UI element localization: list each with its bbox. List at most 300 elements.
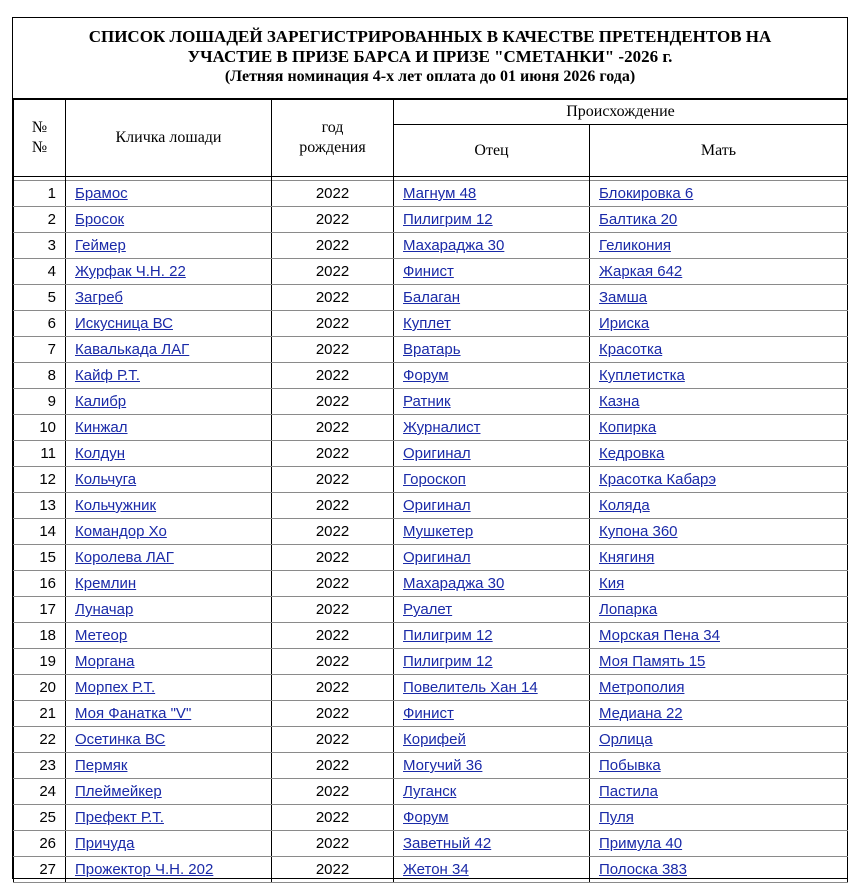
sire-cell — [394, 285, 590, 311]
horse-name-link[interactable]: Кольчужник — [75, 497, 157, 514]
sire-link[interactable]: Заветный 42 — [403, 835, 492, 852]
horse-name-link[interactable]: Королева ЛАГ — [75, 549, 174, 566]
sire-cell — [394, 571, 590, 597]
sire-link[interactable]: Махараджа 30 — [403, 237, 505, 254]
horse-name-link[interactable]: Причуда — [75, 835, 135, 852]
title-line-3: (Летняя номинация 4-х лет оплата до 01 июня 2026 года) — [224, 68, 636, 85]
row-number — [14, 337, 66, 363]
dam-link[interactable]: Коляда — [599, 497, 650, 514]
sire-cell — [394, 519, 590, 545]
horse-name-link[interactable]: Геймер — [75, 237, 126, 254]
sire-link[interactable]: Оригинал — [403, 445, 471, 462]
table-body — [14, 181, 848, 883]
birth-year-text: 2022 — [315, 731, 350, 748]
table-row — [14, 727, 848, 753]
sire-cell — [394, 675, 590, 701]
dam-link[interactable]: Побывка — [599, 757, 661, 774]
birth-year-cell — [272, 441, 394, 467]
birth-year-cell — [272, 207, 394, 233]
sire-cell — [394, 181, 590, 207]
horse-name-link[interactable]: Луначар — [75, 601, 134, 618]
dam-cell — [590, 493, 848, 519]
sire-cell — [394, 259, 590, 285]
dam-link[interactable]: Жаркая 642 — [599, 263, 683, 280]
sire-cell — [394, 363, 590, 389]
dam-link[interactable]: Замша — [599, 289, 648, 306]
dam-link[interactable]: Геликония — [599, 237, 671, 254]
dam-link[interactable]: Купона 360 — [599, 523, 678, 540]
row-number — [14, 285, 66, 311]
sire-cell — [394, 753, 590, 779]
dam-link[interactable]: Лопарка — [599, 601, 658, 618]
birth-year-cell — [272, 649, 394, 675]
document-title — [13, 18, 847, 99]
horse-name-link[interactable]: Бросок — [75, 211, 125, 228]
table-row — [14, 181, 848, 207]
table-row — [14, 857, 848, 883]
birth-year-text: 2022 — [315, 237, 350, 254]
table-row — [14, 285, 848, 311]
birth-year-cell — [272, 519, 394, 545]
dam-link[interactable]: Казна — [599, 393, 640, 410]
birth-year-text: 2022 — [315, 185, 350, 202]
table-row — [14, 467, 848, 493]
sire-cell — [394, 805, 590, 831]
horse-name-link[interactable]: Осетинка ВС — [75, 731, 166, 748]
dam-link[interactable]: Княгиня — [599, 549, 655, 566]
row-number — [14, 701, 66, 727]
dam-cell — [590, 207, 848, 233]
birth-year-cell — [272, 701, 394, 727]
horse-name-cell — [66, 207, 272, 233]
birth-year-text: 2022 — [315, 653, 350, 670]
sire-link[interactable]: Вратарь — [403, 341, 461, 358]
table-row — [14, 363, 848, 389]
birth-year-text: 2022 — [315, 705, 350, 722]
sire-link[interactable]: Оригинал — [403, 549, 471, 566]
horse-name-cell — [66, 701, 272, 727]
dam-cell — [590, 233, 848, 259]
row-number-text: 19 — [39, 653, 56, 670]
birth-year-cell — [272, 805, 394, 831]
sire-link[interactable]: Журналист — [403, 419, 481, 436]
header-number — [14, 100, 66, 177]
registration-sheet — [12, 17, 848, 879]
horse-name-link[interactable]: Кольчуга — [75, 471, 137, 488]
dam-cell — [590, 363, 848, 389]
sire-link[interactable]: Ратник — [403, 393, 451, 410]
dam-cell — [590, 415, 848, 441]
sire-link[interactable]: Куплет — [403, 315, 451, 332]
table-row — [14, 233, 848, 259]
birth-year-cell — [272, 831, 394, 857]
sire-link[interactable]: Корифей — [403, 731, 466, 748]
row-number-text: 18 — [39, 627, 56, 644]
sire-link[interactable]: Пилигрим 12 — [403, 653, 493, 670]
row-number-text: 9 — [47, 393, 56, 410]
dam-cell — [590, 467, 848, 493]
table-row — [14, 805, 848, 831]
row-number — [14, 623, 66, 649]
row-number — [14, 753, 66, 779]
birth-year-text: 2022 — [315, 783, 350, 800]
table-row — [14, 675, 848, 701]
birth-year-cell — [272, 337, 394, 363]
sire-cell — [394, 779, 590, 805]
dam-cell — [590, 259, 848, 285]
dam-cell — [590, 441, 848, 467]
birth-year-text: 2022 — [315, 341, 350, 358]
row-number-text: 20 — [39, 679, 56, 696]
sire-cell — [394, 467, 590, 493]
dam-link[interactable]: Моя Память 15 — [599, 653, 706, 670]
sire-link[interactable]: Магнум 48 — [403, 185, 477, 202]
row-number-text: 6 — [47, 315, 56, 332]
dam-link[interactable]: Морская Пена 34 — [599, 627, 720, 644]
horse-name-cell — [66, 415, 272, 441]
sire-cell — [394, 831, 590, 857]
sire-cell — [394, 493, 590, 519]
horse-name-link[interactable]: Прожектор Ч.Н. 202 — [75, 861, 214, 878]
dam-cell — [590, 571, 848, 597]
table-row — [14, 597, 848, 623]
birth-year-text: 2022 — [315, 575, 350, 592]
horse-name-link[interactable]: Кайф Р.Т. — [75, 367, 140, 384]
sire-link[interactable]: Мушкетер — [403, 523, 474, 540]
sire-cell — [394, 233, 590, 259]
horse-name-link[interactable]: Морпех Р.Т. — [75, 679, 156, 696]
horse-name-cell — [66, 805, 272, 831]
table-row — [14, 831, 848, 857]
sire-cell — [394, 337, 590, 363]
birth-year-text: 2022 — [315, 263, 350, 280]
birth-year-cell — [272, 363, 394, 389]
dam-link[interactable]: Пуля — [599, 809, 634, 826]
table-row — [14, 493, 848, 519]
table-row — [14, 753, 848, 779]
birth-year-text: 2022 — [315, 679, 350, 696]
sire-link[interactable]: Руалет — [403, 601, 453, 618]
birth-year-cell — [272, 727, 394, 753]
birth-year-cell — [272, 857, 394, 883]
row-number — [14, 545, 66, 571]
horse-name-cell — [66, 233, 272, 259]
row-number — [14, 207, 66, 233]
dam-cell — [590, 337, 848, 363]
dam-link[interactable]: Полоска 383 — [599, 861, 687, 878]
birth-year-text: 2022 — [315, 367, 350, 384]
birth-year-cell — [272, 571, 394, 597]
birth-year-cell — [272, 545, 394, 571]
sire-cell — [394, 623, 590, 649]
sire-link[interactable]: Оригинал — [403, 497, 471, 514]
horse-name-cell — [66, 181, 272, 207]
row-number-text: 7 — [47, 341, 56, 358]
birth-year-cell — [272, 181, 394, 207]
horse-name-link[interactable]: Брамос — [75, 185, 128, 202]
dam-link[interactable]: Медиана 22 — [599, 705, 683, 722]
birth-year-cell — [272, 493, 394, 519]
dam-cell — [590, 311, 848, 337]
dam-cell — [590, 831, 848, 857]
row-number — [14, 311, 66, 337]
birth-year-text: 2022 — [315, 393, 350, 410]
row-number-text: 5 — [47, 289, 56, 306]
dam-cell — [590, 519, 848, 545]
row-number-text: 3 — [47, 237, 56, 254]
horse-name-cell — [66, 857, 272, 883]
header-dam: Мать — [590, 125, 848, 177]
header-year-line-2: рождения — [299, 139, 366, 156]
horse-name-link[interactable]: Пермяк — [75, 757, 128, 774]
horse-name-link[interactable]: Моргана — [75, 653, 135, 670]
horse-name-link[interactable]: Метеор — [75, 627, 128, 644]
header-number-line-2: № — [31, 139, 48, 156]
sire-cell — [394, 207, 590, 233]
table-row — [14, 389, 848, 415]
horse-name-link[interactable]: Журфак Ч.Н. 22 — [75, 263, 186, 280]
horse-name-cell — [66, 571, 272, 597]
header-name: Кличка лошади — [66, 100, 272, 177]
row-number — [14, 415, 66, 441]
dam-link[interactable]: Копирка — [599, 419, 657, 436]
horse-name-cell — [66, 675, 272, 701]
row-number — [14, 649, 66, 675]
horse-name-cell — [66, 441, 272, 467]
horse-name-link[interactable]: Кинжал — [75, 419, 128, 436]
birth-year-text: 2022 — [315, 315, 350, 332]
birth-year-cell — [272, 415, 394, 441]
row-number — [14, 727, 66, 753]
sire-link[interactable]: Пилигрим 12 — [403, 627, 493, 644]
sire-link[interactable]: Финист — [403, 705, 454, 722]
sire-link[interactable]: Повелитель Хан 14 — [403, 679, 538, 696]
dam-cell — [590, 727, 848, 753]
sire-cell — [394, 701, 590, 727]
sire-cell — [394, 649, 590, 675]
horse-name-cell — [66, 753, 272, 779]
sire-link[interactable]: Могучий 36 — [403, 757, 483, 774]
row-number-text: 2 — [47, 211, 56, 228]
horse-name-link[interactable]: Загреб — [75, 289, 123, 306]
row-number — [14, 493, 66, 519]
dam-link[interactable]: Примула 40 — [599, 835, 683, 852]
sire-link[interactable]: Финист — [403, 263, 454, 280]
table-row — [14, 207, 848, 233]
row-number-text: 23 — [39, 757, 56, 774]
row-number — [14, 857, 66, 883]
dam-cell — [590, 545, 848, 571]
row-number-text: 15 — [39, 549, 56, 566]
table-row — [14, 519, 848, 545]
horse-name-link[interactable]: Плеймейкер — [75, 783, 162, 800]
sire-link[interactable]: Махараджа 30 — [403, 575, 505, 592]
dam-cell — [590, 701, 848, 727]
sire-cell — [394, 857, 590, 883]
dam-link[interactable]: Орлица — [599, 731, 653, 748]
birth-year-text: 2022 — [315, 523, 350, 540]
table-row — [14, 649, 848, 675]
horse-name-cell — [66, 389, 272, 415]
row-number-text: 26 — [39, 835, 56, 852]
dam-link[interactable]: Метрополия — [599, 679, 685, 696]
birth-year-cell — [272, 623, 394, 649]
birth-year-text: 2022 — [315, 835, 350, 852]
sire-link[interactable]: Балаган — [403, 289, 461, 306]
horse-name-cell — [66, 649, 272, 675]
horses-table — [13, 99, 848, 883]
birth-year-cell — [272, 259, 394, 285]
birth-year-text: 2022 — [315, 601, 350, 618]
header-year — [272, 100, 394, 177]
row-number-text: 16 — [39, 575, 56, 592]
horse-name-cell — [66, 623, 272, 649]
horse-name-link[interactable]: Калибр — [75, 393, 127, 410]
row-number-text: 12 — [39, 471, 56, 488]
dam-link[interactable]: Блокировка 6 — [599, 185, 694, 202]
header-origin: Происхождение — [394, 100, 848, 125]
dam-link[interactable]: Красотка Кабарэ — [599, 471, 717, 488]
row-number-text: 21 — [39, 705, 56, 722]
row-number — [14, 389, 66, 415]
horse-name-link[interactable]: Командор Хо — [75, 523, 167, 540]
row-number-text: 11 — [40, 445, 56, 462]
table-row — [14, 415, 848, 441]
sire-cell — [394, 311, 590, 337]
row-number-text: 1 — [47, 185, 56, 202]
table-row — [14, 779, 848, 805]
horse-name-cell — [66, 545, 272, 571]
table-row — [14, 259, 848, 285]
horse-name-cell — [66, 311, 272, 337]
row-number — [14, 779, 66, 805]
header-sire: Отец — [394, 125, 590, 177]
row-number-text: 22 — [39, 731, 56, 748]
table-row — [14, 623, 848, 649]
birth-year-cell — [272, 389, 394, 415]
title-line-2: УЧАСТИЕ В ПРИЗЕ БАРСА И ПРИЗЕ "СМЕТАНКИ" -2026 г. — [187, 47, 673, 66]
birth-year-text: 2022 — [315, 419, 350, 436]
row-number-text: 13 — [39, 497, 56, 514]
horse-name-cell — [66, 467, 272, 493]
dam-cell — [590, 623, 848, 649]
dam-link[interactable]: Ириска — [599, 315, 650, 332]
birth-year-text: 2022 — [315, 471, 350, 488]
horse-name-link[interactable]: Моя Фанатка "V" — [75, 705, 192, 722]
birth-year-text: 2022 — [315, 445, 350, 462]
sire-link[interactable]: Жетон 34 — [403, 861, 469, 878]
row-number-text: 17 — [39, 601, 56, 618]
dam-link[interactable]: Красотка — [599, 341, 663, 358]
sire-cell — [394, 727, 590, 753]
dam-link[interactable]: Кия — [599, 575, 625, 592]
birth-year-cell — [272, 285, 394, 311]
horse-name-link[interactable]: Колдун — [75, 445, 126, 462]
horse-name-cell — [66, 363, 272, 389]
row-number-text: 4 — [47, 263, 56, 280]
table-row — [14, 701, 848, 727]
birth-year-text: 2022 — [315, 549, 350, 566]
row-number — [14, 233, 66, 259]
horse-name-cell — [66, 493, 272, 519]
table-row — [14, 311, 848, 337]
birth-year-text: 2022 — [315, 289, 350, 306]
dam-cell — [590, 675, 848, 701]
dam-link[interactable]: Балтика 20 — [599, 211, 678, 228]
dam-cell — [590, 597, 848, 623]
birth-year-cell — [272, 597, 394, 623]
sire-link[interactable]: Форум — [403, 367, 449, 384]
row-number — [14, 571, 66, 597]
sire-link[interactable]: Гороскоп — [403, 471, 466, 488]
row-number — [14, 831, 66, 857]
row-number — [14, 259, 66, 285]
dam-cell — [590, 857, 848, 883]
title-line-1: СПИСОК ЛОШАДЕЙ ЗАРЕГИСТРИРОВАННЫХ В КАЧЕСТВЕ ПРЕТЕНДЕНТОВ НА — [88, 27, 772, 46]
sire-cell — [394, 389, 590, 415]
birth-year-text: 2022 — [315, 497, 350, 514]
horse-name-link[interactable]: Искусница ВС — [75, 315, 173, 332]
horse-name-cell — [66, 519, 272, 545]
horse-name-link[interactable]: Префект Р.Т. — [75, 809, 164, 826]
dam-cell — [590, 753, 848, 779]
row-number — [14, 467, 66, 493]
birth-year-cell — [272, 753, 394, 779]
row-number — [14, 805, 66, 831]
row-number-text: 24 — [39, 783, 56, 800]
dam-cell — [590, 181, 848, 207]
sire-link[interactable]: Луганск — [403, 783, 457, 800]
row-number-text: 14 — [39, 523, 56, 540]
birth-year-cell — [272, 779, 394, 805]
table-row — [14, 571, 848, 597]
row-number-text: 10 — [39, 419, 56, 436]
dam-link[interactable]: Куплетистка — [599, 367, 685, 384]
table-row — [14, 337, 848, 363]
header-year-line-1: год — [321, 119, 344, 136]
dam-link[interactable]: Кедровка — [599, 445, 665, 462]
horse-name-cell — [66, 337, 272, 363]
horse-name-cell — [66, 727, 272, 753]
horse-name-cell — [66, 831, 272, 857]
sire-cell — [394, 545, 590, 571]
header-number-line-1: № — [31, 119, 48, 136]
horse-name-link[interactable]: Кремлин — [75, 575, 137, 592]
dam-link[interactable]: Пастила — [599, 783, 658, 800]
horse-name-cell — [66, 779, 272, 805]
birth-year-cell — [272, 675, 394, 701]
dam-cell — [590, 649, 848, 675]
table-row — [14, 441, 848, 467]
sire-link[interactable]: Форум — [403, 809, 449, 826]
row-number — [14, 519, 66, 545]
horse-name-link[interactable]: Кавалькада ЛАГ — [75, 341, 190, 358]
row-number — [14, 675, 66, 701]
sire-link[interactable]: Пилигрим 12 — [403, 211, 493, 228]
birth-year-text: 2022 — [315, 861, 350, 878]
birth-year-text: 2022 — [315, 757, 350, 774]
row-number — [14, 441, 66, 467]
horse-name-cell — [66, 597, 272, 623]
row-number-text: 25 — [39, 809, 56, 826]
birth-year-cell — [272, 467, 394, 493]
sire-cell — [394, 415, 590, 441]
sire-cell — [394, 441, 590, 467]
row-number-text: 27 — [39, 861, 56, 878]
dam-cell — [590, 805, 848, 831]
row-number-text: 8 — [47, 367, 56, 384]
dam-cell — [590, 779, 848, 805]
